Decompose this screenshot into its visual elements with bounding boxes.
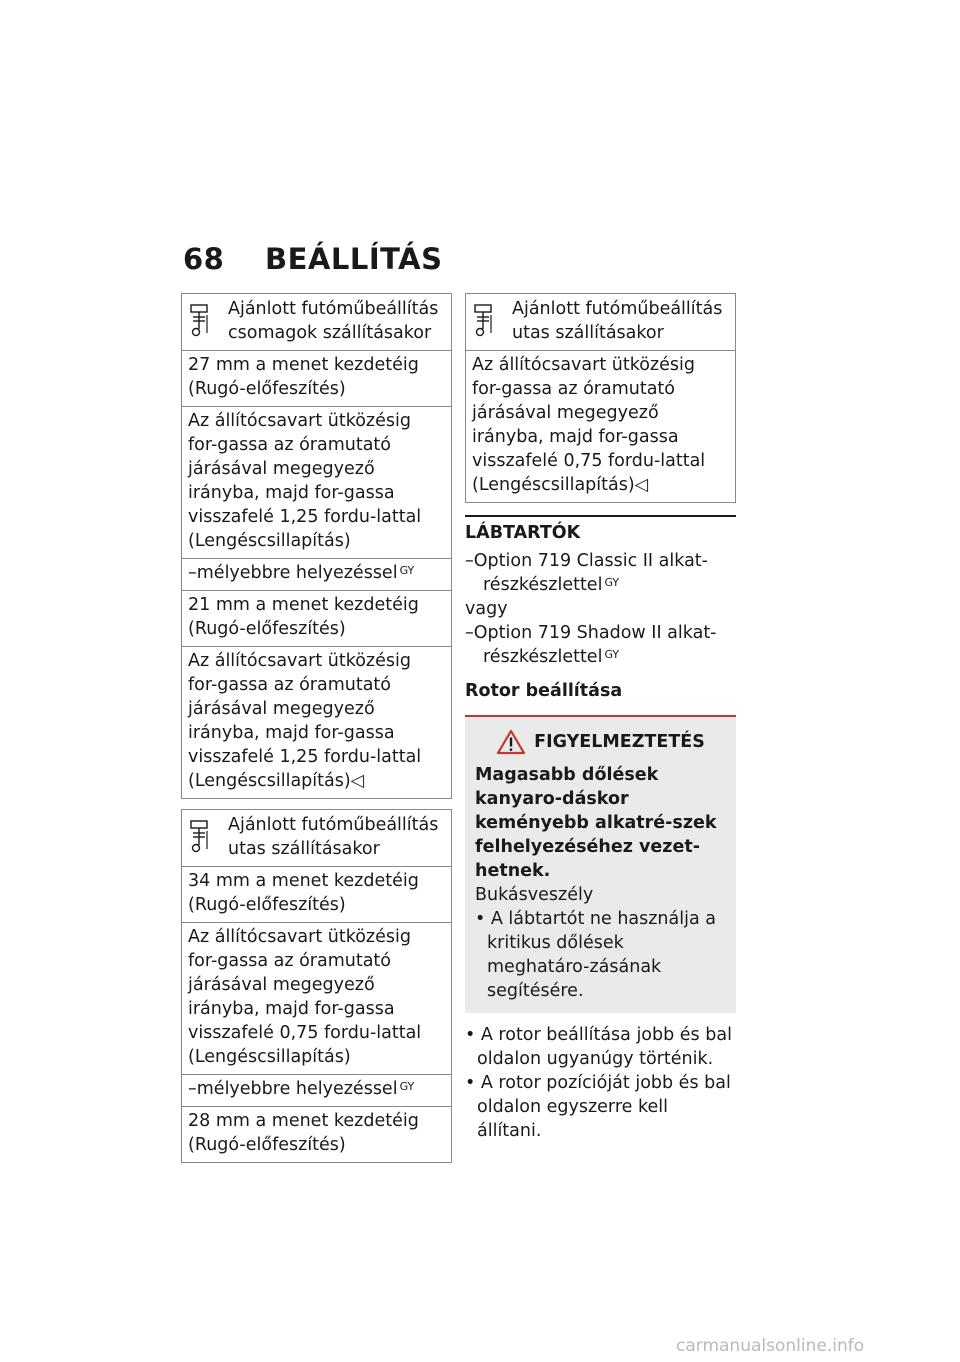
bullet-text: A lábtartót ne használja a kritikus dőlések meghatáro-zásának segítésére. bbox=[487, 909, 716, 1001]
table-row: Az állítócsavart ütközésig for-gassa az óramutató járásával megegyező irányba, majd for-gassa visszafelé 0,75 fordu-lattal (Lengéscsillapítás) bbox=[182, 923, 452, 1075]
warning-triangle-icon bbox=[496, 729, 526, 755]
bullet-text: A rotor pozícióját jobb és bal oldalon egyszerre kell állítani. bbox=[477, 1073, 731, 1141]
shock-absorber-icon bbox=[188, 813, 228, 860]
warning-text: Magasabb dőlések kanyaro-dáskor keményebb alkatré-szek felhelyezéséhez vezet-hetnek. bbox=[475, 765, 717, 881]
page-header bbox=[183, 242, 442, 276]
table-row: 21 mm a menet kezdetéig (Rugó-előfeszítés) bbox=[182, 591, 452, 647]
warning-heading bbox=[475, 729, 726, 755]
table-header: Ajánlott futóműbeállítás utas szállításakor bbox=[228, 815, 439, 859]
list-item: • A rotor pozícióját jobb és bal oldalon egyszerre kell állítani. bbox=[465, 1073, 731, 1141]
country-code-sup: GY bbox=[399, 1080, 415, 1093]
row-text: –mélyebbre helyezéssel bbox=[188, 563, 398, 583]
option-line bbox=[465, 621, 736, 669]
watermark: carmanualsonline.info bbox=[676, 1336, 865, 1356]
left-column bbox=[181, 293, 452, 1163]
table-row: Az állítócsavart ütközésig for-gassa az óramutató járásával megegyező irányba, majd for-gassa visszafelé 1,25 fordu-lattal (Lengéscsillapítás)◁ bbox=[182, 647, 452, 799]
option-text: –Option 719 Shadow II alkat-részkészlettel bbox=[465, 623, 717, 667]
page-title: BEÁLLÍTÁS bbox=[265, 242, 443, 276]
right-column bbox=[465, 293, 736, 1143]
table-header: Ajánlott futóműbeállítás utas szállításakor bbox=[512, 299, 723, 343]
table-header: Ajánlott futóműbeállítás csomagok szállításakor bbox=[228, 299, 439, 343]
warning-bullet: • A lábtartót ne használja a kritikus dőlések meghatáro-zásának segítésére. bbox=[475, 909, 716, 1001]
country-code-sup: GY bbox=[604, 648, 620, 661]
table-row: 34 mm a menet kezdetéig (Rugó-előfeszítés) bbox=[182, 867, 452, 923]
or-text: vagy bbox=[465, 599, 508, 619]
shock-absorber-icon bbox=[472, 297, 512, 344]
table-row: Az állítócsavart ütközésig for-gassa az óramutató járásával megegyező irányba, majd for-gassa visszafelé 0,75 fordu-lattal (Lengéscsillapítás)◁ bbox=[466, 351, 736, 503]
table-row bbox=[182, 1075, 452, 1107]
option-text: –Option 719 Classic II alkat-részkészlettel bbox=[465, 551, 708, 595]
suspension-table-luggage bbox=[181, 293, 452, 799]
section-title: LÁBTARTÓK bbox=[465, 515, 736, 543]
option-line bbox=[465, 549, 736, 597]
table-row: 28 mm a menet kezdetéig (Rugó-előfeszítés) bbox=[182, 1107, 452, 1163]
country-code-sup: GY bbox=[604, 576, 620, 589]
warning-title: FIGYELMEZTETÉS bbox=[534, 732, 705, 752]
list-item: • A rotor beállítása jobb és bal oldalon ugyanúgy történik. bbox=[465, 1025, 732, 1069]
suspension-table-passenger-cont bbox=[465, 293, 736, 503]
country-code-sup: GY bbox=[399, 564, 415, 577]
suspension-table-passenger bbox=[181, 809, 452, 1163]
warning-box bbox=[465, 715, 736, 1013]
shock-absorber-icon bbox=[188, 297, 228, 344]
subsection-title: Rotor beállítása bbox=[465, 681, 623, 701]
hazard-text: Bukásveszély bbox=[475, 885, 594, 905]
table-row: Az állítócsavart ütközésig for-gassa az óramutató járásával megegyező irányba, majd for-gassa visszafelé 1,25 fordu-lattal (Lengéscsillapítás) bbox=[182, 407, 452, 559]
table-row bbox=[182, 559, 452, 591]
bullet-text: A rotor beállítása jobb és bal oldalon ugyanúgy történik. bbox=[477, 1025, 732, 1069]
row-text: –mélyebbre helyezéssel bbox=[188, 1079, 398, 1099]
table-row: 27 mm a menet kezdetéig (Rugó-előfeszítés) bbox=[182, 351, 452, 407]
page-number: 68 bbox=[183, 242, 225, 276]
rotor-bullets bbox=[465, 1023, 736, 1143]
